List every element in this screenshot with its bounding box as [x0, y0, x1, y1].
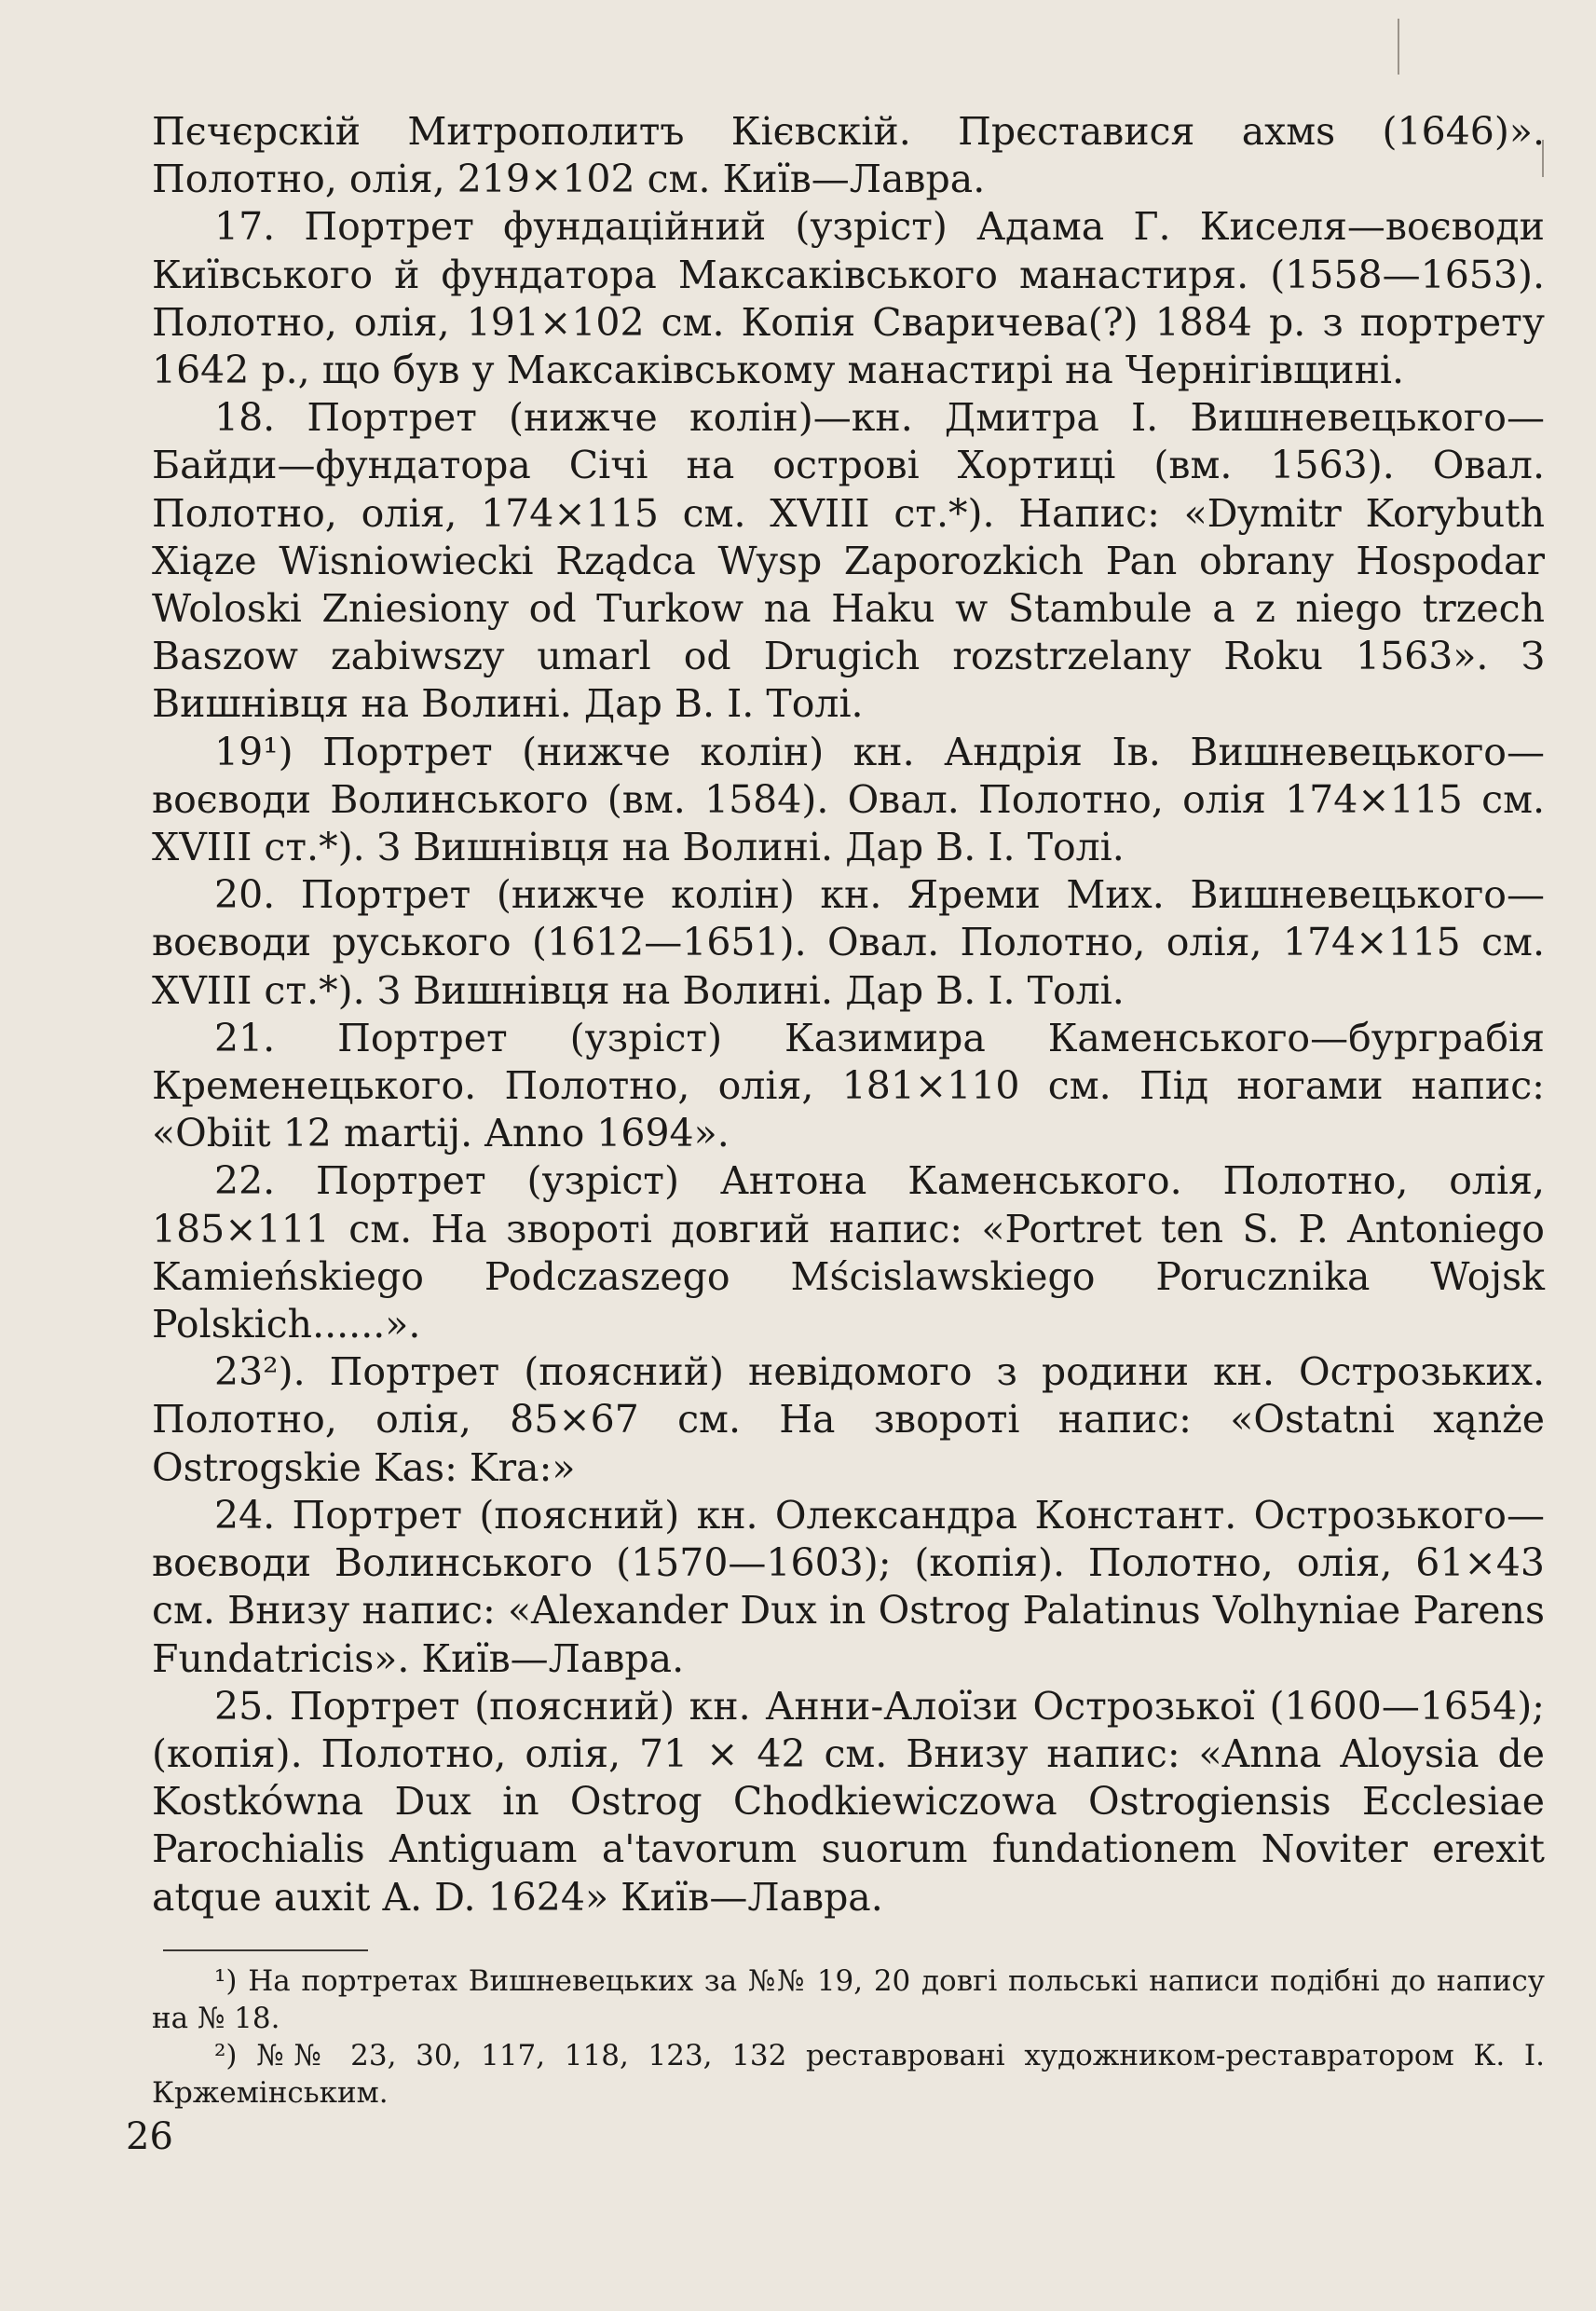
- entry-18: 18. Портрет (нижче колін)—кн. Дмитра І. Вишневецького—Байди—фундатора Січі на острові Хортиці (вм. 1563). Овал. Полотно, олія, 174×115 см. XVIII ст.*). Напис: «Dymitr Korybuth Xiąze Wisniowiecki Rządca Wysp Zaporozkich Pan obrany Hospodar Woloski Zniesiony od Turkow na Haku w Stambule a z niego trzech Baszow zabiwszy umarl od Drugich rozstrzelany Roku 1563». З Вишнівця на Волині. Дар В. І. Толі.: [152, 395, 1545, 727]
- entry-22: 22. Портрет (узріст) Антона Каменського. Полотно, олія, 185×111 см. На звороті довгий напис: «Portret ten S. P. Antoniego Kamieńskiego Podczaszego Mścislawskiego Porucznika Wojsk Polskich......».: [152, 1158, 1545, 1347]
- footnote-1: ¹) На портретах Вишневецьких за №№ 19, 20 довгі польські написи подібні до напису на № 18.: [152, 1963, 1545, 2035]
- paragraph-continuation: Пєчєрскій Митрополитъ Кієвскій. Прєставися ахмѕ (1646)». Полотно, олія, 219×102 см. Київ—Лавра.: [152, 109, 1545, 202]
- entry-17: 17. Портрет фундаційний (узріст) Адама Г. Киселя—воєводи Київського й фундатора Максаківського манастиря. (1558—1653). Полотно, олія, 191×102 см. Копія Сваричева(?) 1884 р. з портрету 1642 р., що був у Максаківському манастирі на Чернігівщині.: [152, 204, 1545, 393]
- paper-scratch-mark: [1398, 19, 1399, 75]
- page-number: 26: [126, 2115, 173, 2158]
- footnote-2: ²) №№ 23, 30, 117, 118, 123, 132 реставровані художником-реставратором К. І. Кржемінським.: [152, 2038, 1545, 2110]
- page-body: [152, 108, 1545, 2112]
- entry-24: 24. Портрет (поясний) кн. Олександра Констант. Острозького—воєводи Волинського (1570—1603); (копія). Полотно, олія, 61×43 см. Внизу напис: «Alexander Dux in Ostrog Palatinus Volhyniae Parens Fundatricis». Київ—Лавра.: [152, 1492, 1545, 1681]
- footnote-divider: [163, 1949, 368, 1951]
- entry-23: 23²). Портрет (поясний) невідомого з родини кн. Острозьких. Полотно, олія, 85×67 см. На звороті напис: «Ostatni xąnże Ostrogskie Kas: Kra:»: [152, 1349, 1545, 1490]
- entry-25: 25. Портрет (поясний) кн. Анни-Алоїзи Острозької (1600—1654); (копія). Полотно, олія, 71 × 42 см. Внизу напис: «Anna Aloysia de Kostkówna Dux in Ostrog Chodkiewiczowa Ostrogiensis Ecclesiae Parochialis Antiguam a'tavorum suorum fundationem Noviter erexit atque auxit A. D. 1624» Київ—Лавра.: [152, 1683, 1545, 1920]
- entry-19: 19¹) Портрет (нижче колін) кн. Андрія Ів. Вишневецького—воєводи Волинського (вм. 1584). Овал. Полотно, олія 174×115 см. XVIII ст.*). З Вишнівця на Волині. Дар В. І. Толі.: [152, 729, 1545, 870]
- entry-20: 20. Портрет (нижче колін) кн. Яреми Мих. Вишневецького—воєводи руського (1612—1651). Овал. Полотно, олія, 174×115 см. XVIII ст.*). З Вишнівця на Волині. Дар В. І. Толі.: [152, 872, 1545, 1013]
- entry-21: 21. Портрет (узріст) Казимира Каменського—бурграбія Кременецького. Полотно, олія, 181×110 см. Під ногами напис: «Obiit 12 martij. Anno 1694».: [152, 1015, 1545, 1156]
